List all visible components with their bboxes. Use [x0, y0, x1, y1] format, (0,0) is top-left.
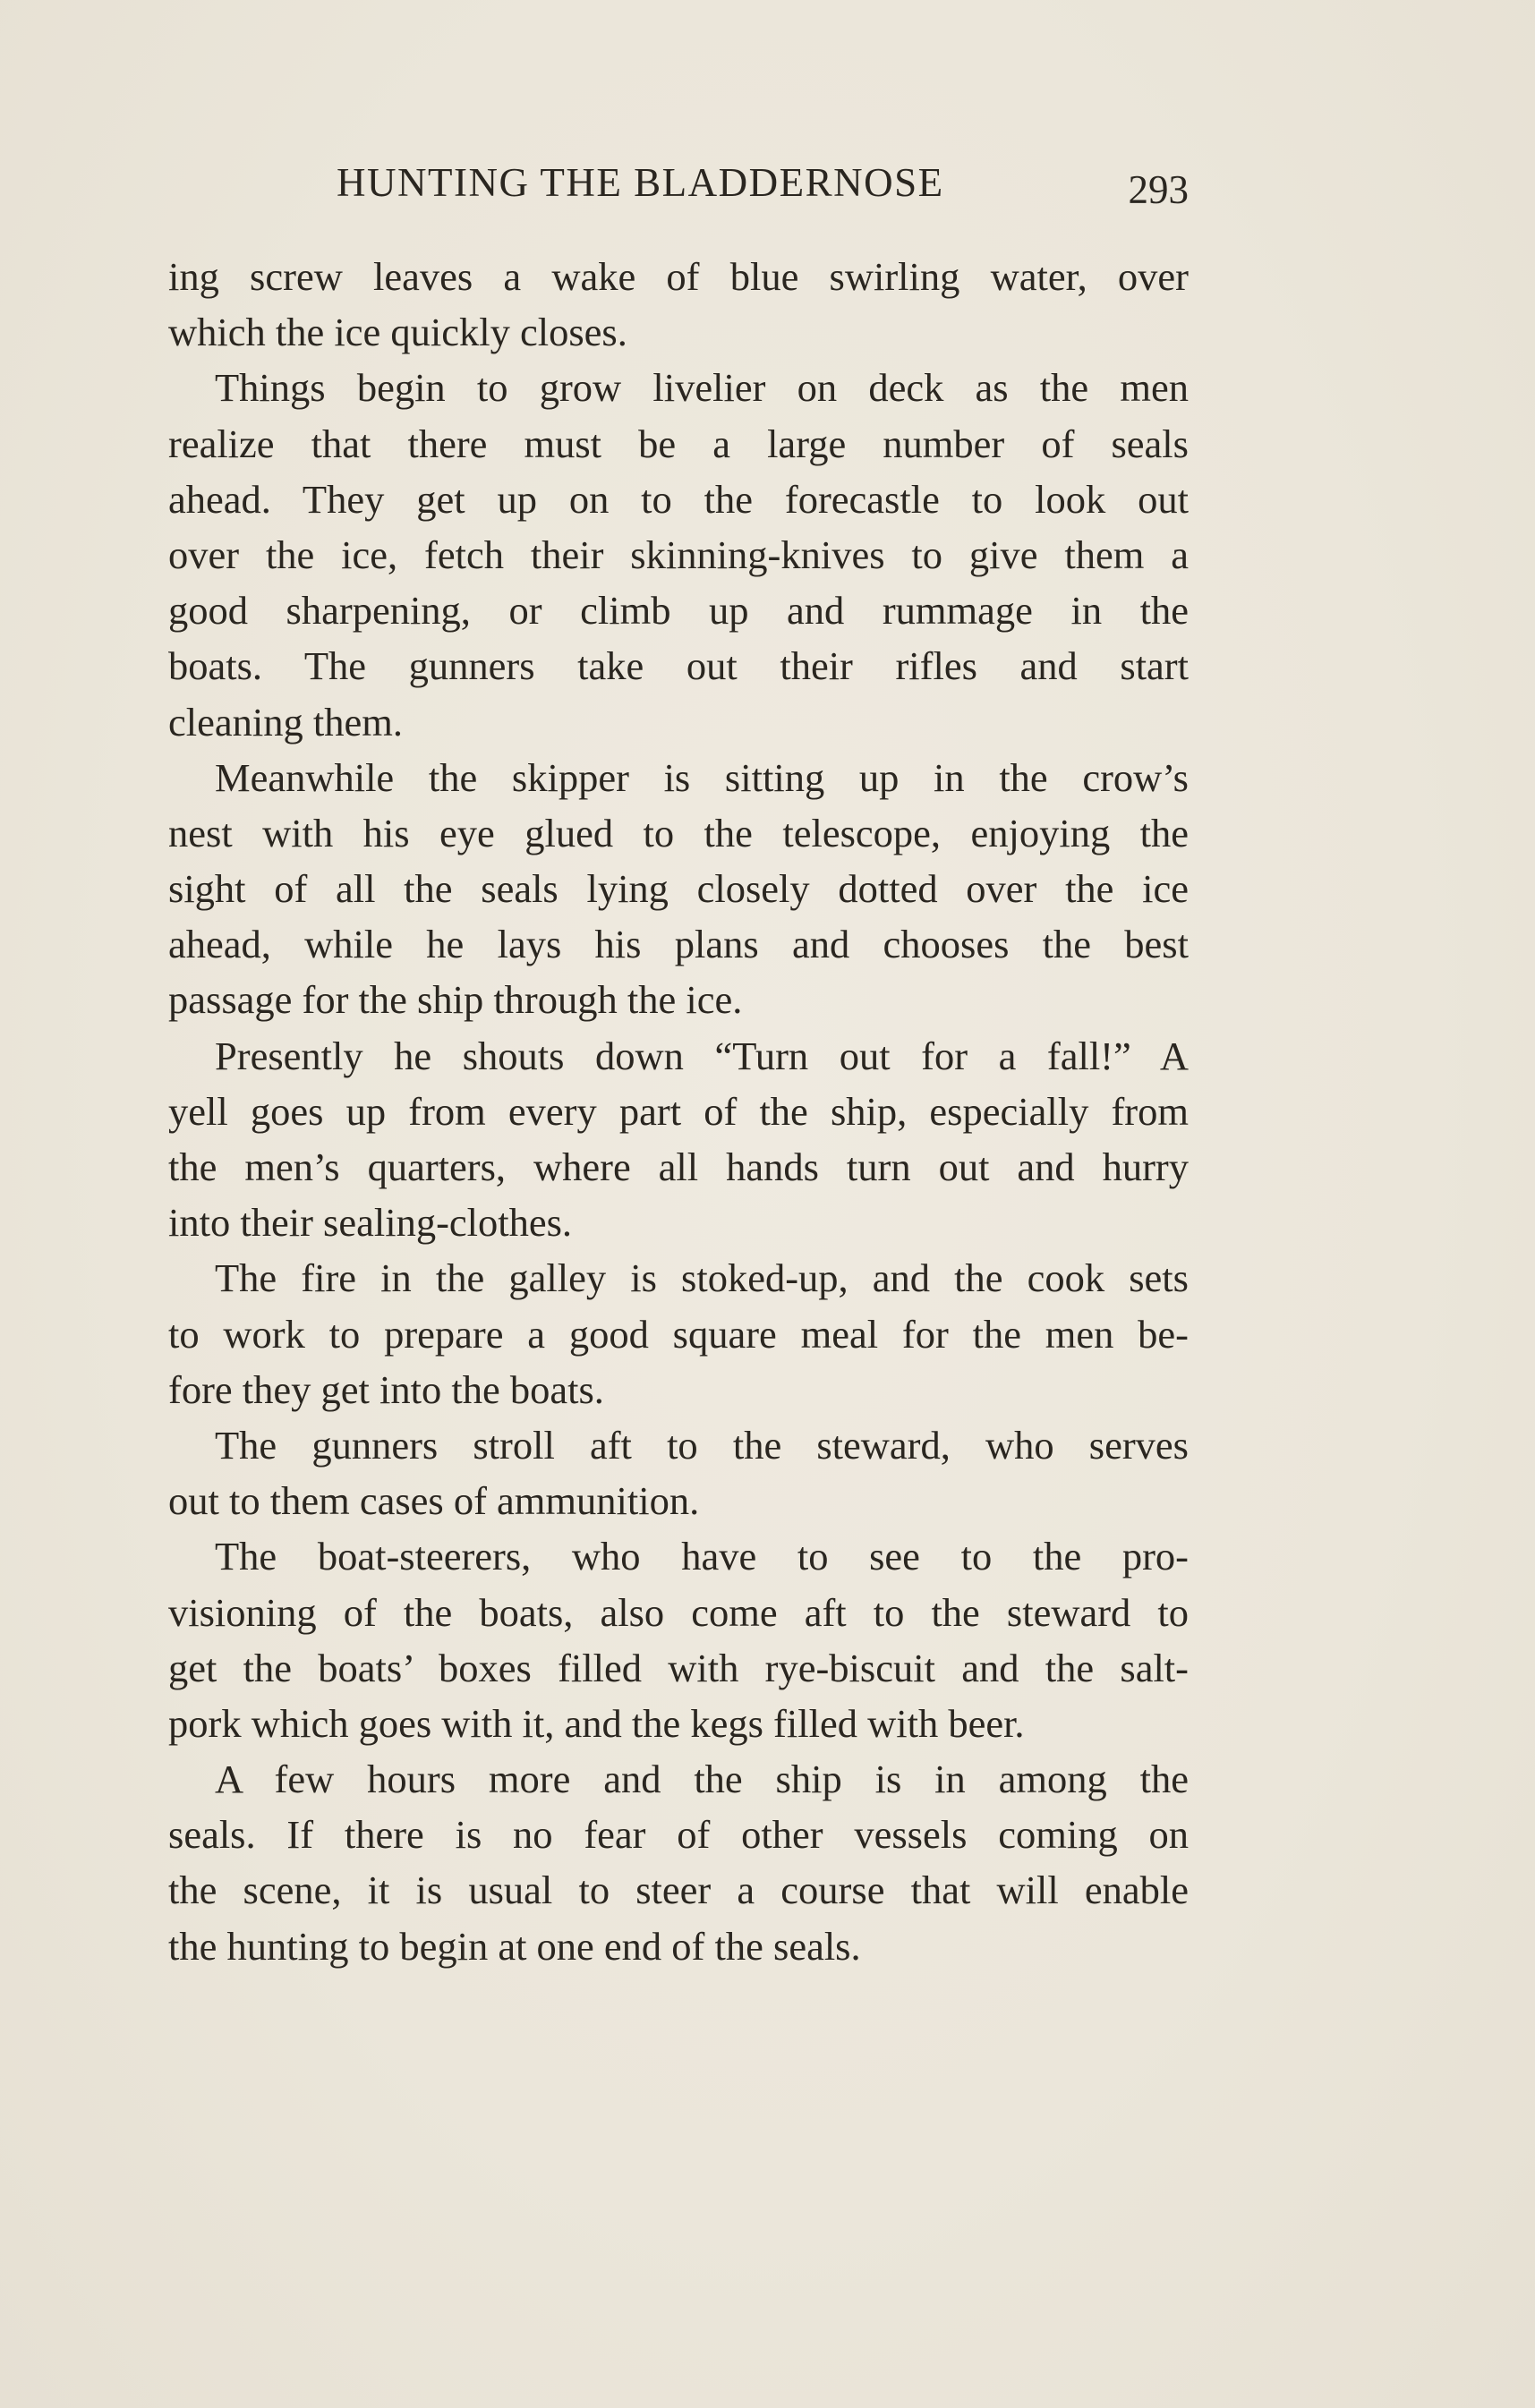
text-line: visioning of the boats, also come aft to the steward to — [168, 1589, 1189, 1635]
text-line: fore they get into the boats. — [168, 1366, 604, 1412]
text-line: nest with his eye glued to the telescope, enjoying the — [168, 810, 1189, 855]
text-line: the men’s quarters, where all hands turn out and hurry — [168, 1144, 1189, 1189]
text-line: get the boats’ boxes filled with rye-biscuit and the salt- — [168, 1645, 1189, 1690]
body-text — [168, 249, 1189, 1974]
text-line: yell goes up from every part of the ship, especially from — [168, 1088, 1189, 1134]
text-line: out to them cases of ammunition. — [168, 1478, 700, 1524]
text-line: The boat-steerers, who have to see to the pro- — [215, 1534, 1189, 1579]
text-line: A few hours more and the ship is in among the — [215, 1757, 1189, 1802]
text-line: realize that there must be a large number of seals — [168, 421, 1189, 466]
text-line: ing screw leaves a wake of blue swirling water, over — [168, 254, 1189, 299]
text-line: The gunners stroll aft to the steward, who serves — [215, 1422, 1189, 1468]
page-number: 293 — [1128, 167, 1189, 212]
text-line: passage for the ship through the ice. — [168, 977, 743, 1023]
text-line: to work to prepare a good square meal for the men be- — [168, 1311, 1189, 1357]
text-line: the scene, it is usual to steer a course that will enable — [168, 1868, 1189, 1913]
text-line: into their sealing-clothes. — [168, 1200, 573, 1246]
text-line: The fire in the galley is stoked-up, and the cook sets — [215, 1255, 1189, 1301]
text-line: ahead, while he lays his plans and chooses the best — [168, 922, 1189, 967]
running-head — [168, 159, 1189, 222]
text-line: seals. If there is no fear of other vessels coming on — [168, 1812, 1189, 1858]
text-line: the hunting to begin at one end of the seals. — [168, 1923, 861, 1969]
text-line: Meanwhile the skipper is sitting up in the crow’s — [215, 754, 1189, 800]
text-line: pork which goes with it, and the kegs filled with beer. — [168, 1700, 1025, 1746]
text-line: Presently he shouts down “Turn out for a fall!” A — [215, 1033, 1189, 1078]
text-line: ahead. They get up on to the forecastle to look out — [168, 476, 1189, 522]
running-title: HUNTING THE BLADDERNOSE — [337, 160, 944, 205]
text-line: good sharpening, or climb up and rummage in the — [168, 588, 1189, 634]
text-line: over the ice, fetch their skinning-knives to give them a — [168, 532, 1189, 577]
text-line: sight of all the seals lying closely dotted over the ice — [168, 866, 1189, 912]
text-line: which the ice quickly closes. — [168, 310, 627, 355]
text-line: boats. The gunners take out their rifles and start — [168, 643, 1189, 689]
text-line: cleaning them. — [168, 699, 403, 745]
text-line: Things begin to grow livelier on deck as the men — [215, 365, 1189, 411]
